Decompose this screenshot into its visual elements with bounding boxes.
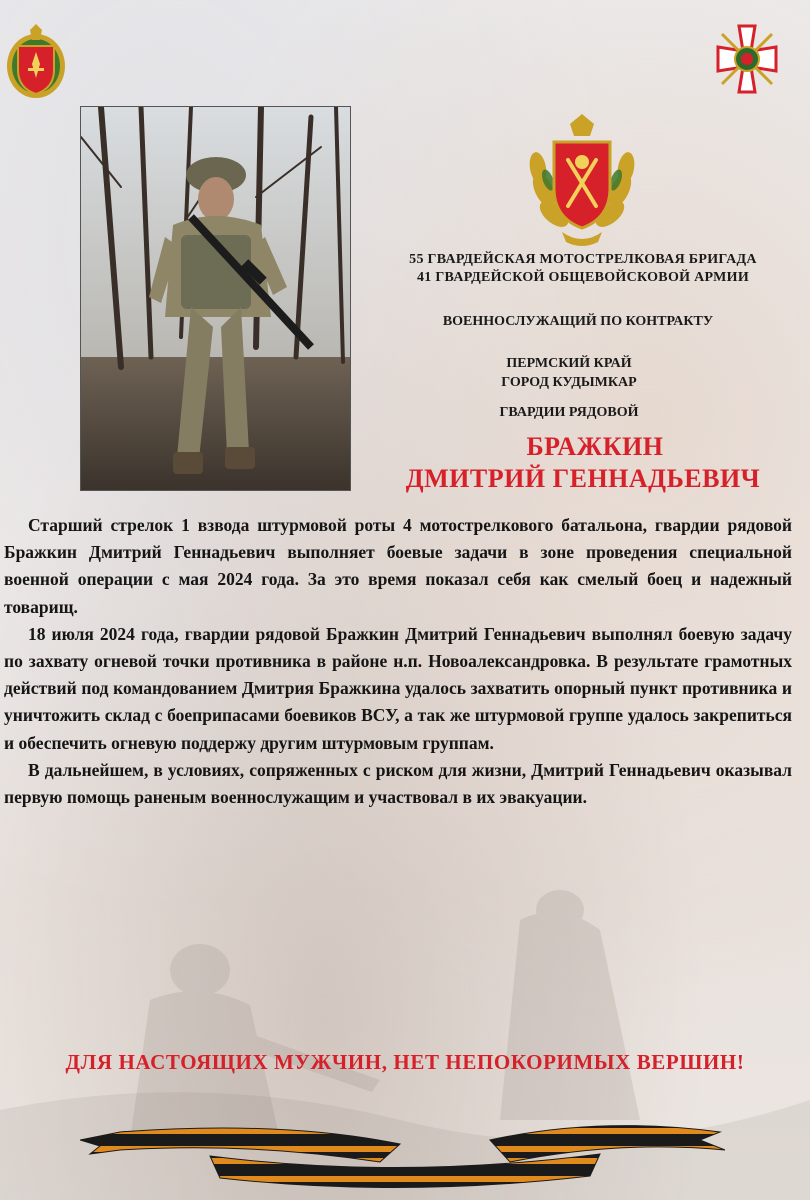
citation-paragraph: 18 июля 2024 года, гвардии рядовой Бражкин Дмитрий Геннадьевич выполнял боевую задачу по захвату огневой точки противника в районе н.п. Новоалександровка. В результате грамотных действий под командованием Дмитрия Бражкина удалось захватить опорный пункт противника и уничтожить склад с боеприпасами боевиков ВСУ, а так же штурмовой группе удалось закрепиться и обеспечить огневую поддержу другим штурмовым группам.	[4, 623, 792, 753]
soldier-given-names: ДМИТРИЙ ГЕННАДЬЕВИЧ	[405, 464, 761, 493]
unit-title-line2: 41 ГВАРДЕЙСКОЙ ОБЩЕВОЙСКОВОЙ АРМИИ	[416, 270, 750, 285]
slogan: ДЛЯ НАСТОЯЩИХ МУЖЧИН, НЕТ НЕПОКОРИМЫХ ВЕРШИН!	[65, 1050, 745, 1074]
brigade-shield-emblem-icon	[4, 22, 68, 100]
service-status: ВОЕННОСЛУЖАЩИЙ ПО КОНТРАКТУ	[442, 314, 714, 329]
region-label: ПЕРМСКИЙ КРАЙ	[506, 356, 632, 371]
city-label: ГОРОД КУДЫМКАР	[501, 375, 637, 390]
army-cross-emblem-icon	[710, 22, 784, 96]
citation-paragraph: В дальнейшем, в условиях, сопряженных с риском для жизни, Дмитрий Геннадьевич оказывал первую помощь раненым военнослужащим и участвовал в их эвакуации.	[4, 759, 792, 808]
rank-label: ГВАРДИИ РЯДОВОЙ	[499, 405, 639, 420]
unit-title-line1: 55 ГВАРДЕЙСКАЯ МОТОСТРЕЛКОВАЯ БРИГАДА	[409, 252, 757, 267]
st-george-ribbon-icon	[80, 1110, 730, 1190]
soldier-photo	[80, 106, 351, 491]
citation-text	[4, 512, 792, 811]
army-heraldic-emblem-icon	[524, 110, 640, 250]
citation-paragraph: Старший стрелок 1 взвода штурмовой роты 4 мотострелкового батальона, гвардии рядовой Бражкин Дмитрий Геннадьевич выполняет боевые задачи в зоне проведения специальной военной операции с мая 2024 года. За это время показал себя как смелый боец и надежный товарищ.	[4, 515, 792, 617]
soldier-surname: БРАЖКИН	[526, 432, 664, 461]
